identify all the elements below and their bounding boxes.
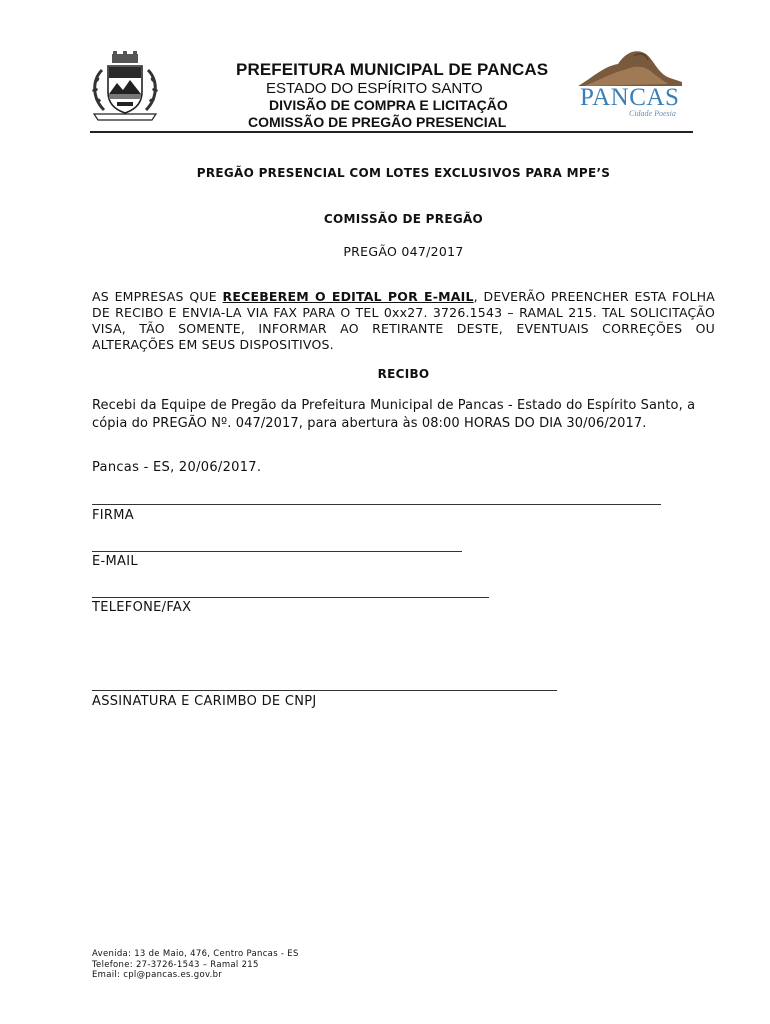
signature-line[interactable] — [92, 690, 557, 691]
commission-heading: COMISSÃO DE PREGÃO — [323, 212, 484, 226]
logo-wordmark: PANCAS — [580, 84, 680, 111]
footer-phone: Telefone: 27-3726-1543 – Ramal 215 — [92, 959, 259, 970]
telefone-label: TELEFONE/FAX — [92, 600, 192, 615]
telefone-line[interactable] — [92, 597, 489, 598]
place-date: Pancas - ES, 20/06/2017. — [92, 460, 262, 475]
email-label: E-MAIL — [92, 554, 138, 569]
firma-label: FIRMA — [92, 508, 134, 523]
signature-label: ASSINATURA E CARIMBO DE CNPJ — [92, 694, 317, 709]
notice-emphasis: RECEBEREM O EDITAL POR E-MAIL — [222, 289, 474, 304]
state-name: ESTADO DO ESPÍRITO SANTO — [266, 80, 483, 97]
division-name: DIVISÃO DE COMPRA E LICITAÇÃO — [269, 97, 508, 113]
municipality-title: PREFEITURA MUNICIPAL DE PANCAS — [236, 60, 549, 79]
footer-address: Avenida: 13 de Maio, 476, Centro Pancas - ES — [92, 949, 299, 959]
notice-paragraph — [92, 289, 715, 353]
municipal-coat-of-arms — [88, 50, 162, 122]
pregao-number: PREGÃO 047/2017 — [343, 244, 464, 259]
document-title: PREGÃO PRESENCIAL COM LOTES EXCLUSIVOS PARA MPE’S — [196, 166, 611, 180]
firma-line[interactable] — [92, 504, 661, 505]
header-divider — [90, 131, 693, 133]
notice-suffix: , DEVERÃO PREENCHER ESTA FOLHA DE RECIBO E ENVIA-LA VIA FAX PARA O TEL 0xx27. 3726.1543 – RAMAL 215. TAL SOLICITAÇÃO VISA, TÃO SOMENTE, INFORMAR AO RETIRANTE DESTE, EVENTUAIS CORREÇÕES OU ALTERAÇÕES EM SEUS DISPOSITIVOS. — [92, 289, 715, 352]
footer-contact — [92, 949, 299, 981]
receipt-heading: RECIBO — [377, 367, 430, 381]
logo-tagline: Cidade Poesia — [629, 109, 676, 118]
receipt-text: Recebi da Equipe de Pregão da Prefeitura Municipal de Pancas - Estado do Espírito Santo, a cópia do PREGÃO Nº. 047/2017, para abertura às 08:00 HORAS DO DIA 30/06/2017. — [92, 398, 696, 431]
email-line[interactable] — [92, 551, 462, 552]
footer-email: Email: cpl@pancas.es.gov.br — [92, 970, 223, 980]
notice-prefix: AS EMPRESAS QUE — [92, 289, 223, 304]
commission-name: COMISSÃO DE PREGÃO PRESENCIAL — [248, 114, 507, 130]
